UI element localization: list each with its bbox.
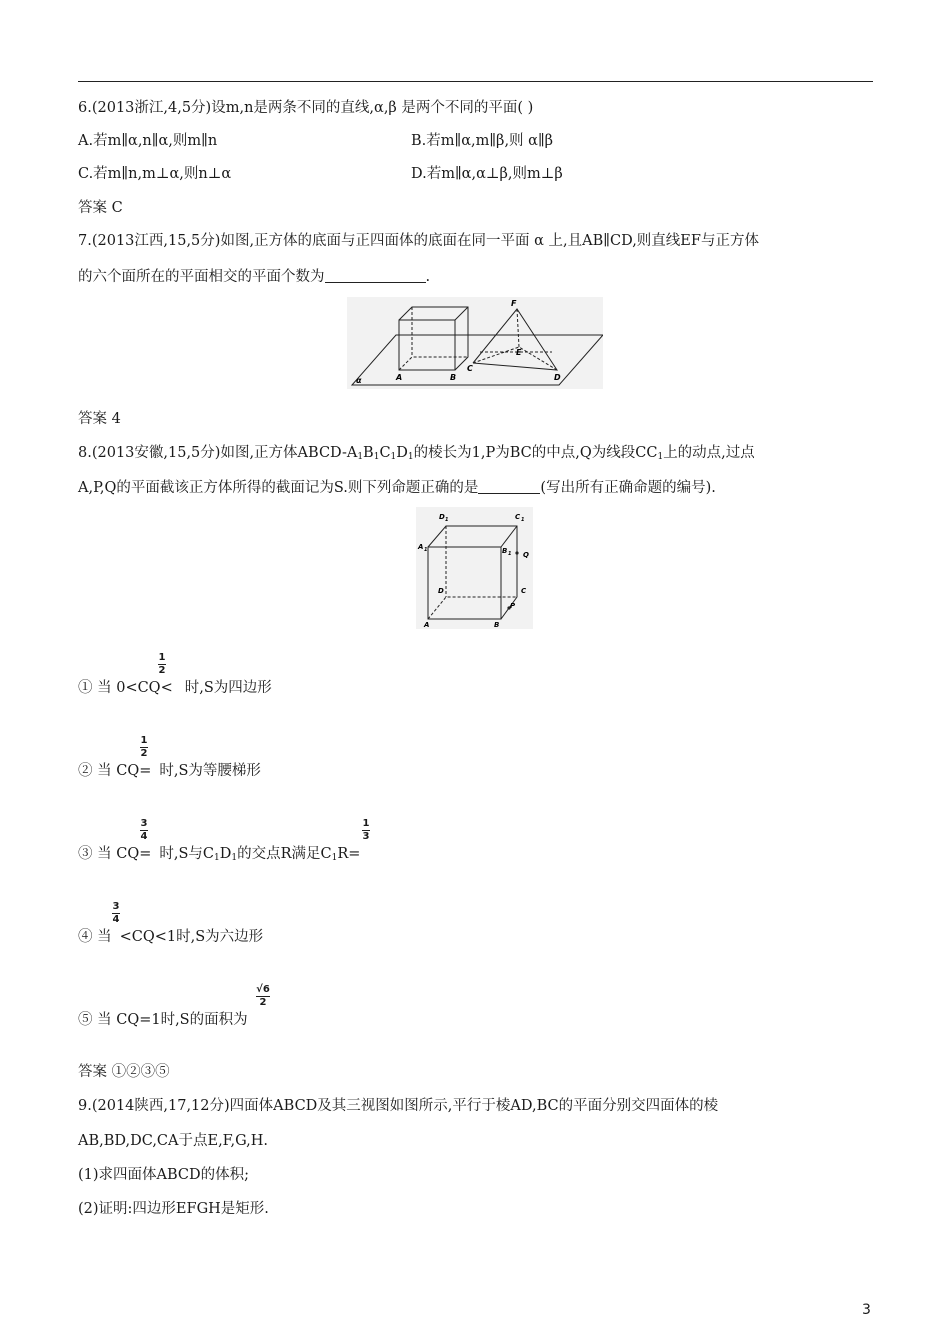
sub-one: 1 bbox=[521, 517, 525, 523]
q8-answer: 答案 ①②③⑤ bbox=[78, 1064, 170, 1080]
statement-2-pre: ② 当 CQ= bbox=[78, 763, 152, 779]
sub-one: 1 bbox=[424, 547, 428, 553]
fraction-sqrt6-half bbox=[256, 984, 270, 1009]
fraction-den: 2 bbox=[259, 997, 267, 1008]
statement-3-mid4: R= bbox=[337, 846, 361, 862]
sub-one: 1 bbox=[445, 517, 449, 523]
header-rule bbox=[78, 81, 873, 82]
q7-answer-blank bbox=[325, 268, 426, 283]
label-e: E bbox=[516, 348, 522, 357]
label-f: F bbox=[511, 299, 517, 308]
fraction-num: 3 bbox=[140, 818, 148, 829]
statement-1-pre: ① 当 0<CQ< bbox=[78, 680, 173, 696]
label-d: D bbox=[554, 373, 561, 382]
statement-1-post: 时,S为四边形 bbox=[184, 680, 272, 696]
statement-2 bbox=[78, 761, 261, 781]
statement-3 bbox=[78, 844, 360, 868]
fraction-den: 4 bbox=[140, 831, 148, 842]
statement-5-pre: ⑤ 当 CQ=1时,S的面积为 bbox=[78, 1012, 248, 1028]
statement-3-mid3: 的交点R满足C bbox=[237, 846, 332, 862]
label-b: B bbox=[450, 373, 457, 382]
fraction-num: 1 bbox=[140, 735, 148, 746]
q8-stem-part-e: (写出所有正确命题的编号). bbox=[540, 480, 716, 496]
label-d1: D bbox=[439, 513, 445, 521]
fraction-den: 4 bbox=[112, 914, 120, 925]
label-q: Q bbox=[523, 551, 529, 559]
sub: 1 bbox=[390, 452, 397, 462]
statement-1 bbox=[78, 678, 272, 698]
q6-option-d: D.若m∥α,α⊥β,则m⊥β bbox=[411, 166, 563, 182]
sub: 1 bbox=[657, 452, 664, 462]
q7-stem-text: 的六个面所在的平面相交的平面个数为 bbox=[78, 269, 325, 285]
label-a: A bbox=[424, 621, 430, 629]
cube-diagram bbox=[416, 507, 533, 629]
fraction-num: 1 bbox=[158, 652, 166, 663]
fraction-den: 2 bbox=[140, 748, 148, 759]
q8-stem-part-a: 8.(2013安徽,15,5分)如图,正方体ABCD-A bbox=[78, 445, 358, 461]
statement-4-pre: ④ 当 bbox=[78, 929, 112, 945]
label-c: C bbox=[521, 587, 527, 595]
fraction-num: √6 bbox=[256, 984, 270, 995]
label-b: B bbox=[494, 621, 500, 629]
statement-4 bbox=[78, 927, 263, 947]
q7-answer: 答案 4 bbox=[78, 411, 121, 427]
fraction-three-quarters bbox=[140, 818, 148, 843]
q8-answer-blank bbox=[478, 479, 540, 494]
statement-4-post: <CQ<1时,S为六边形 bbox=[119, 929, 264, 945]
label-a1: A bbox=[418, 543, 424, 551]
sub: 1 bbox=[331, 853, 338, 863]
label-c: C bbox=[467, 364, 473, 373]
statement-2-post: 时,S为等腰梯形 bbox=[159, 763, 261, 779]
fraction-den: 3 bbox=[362, 831, 370, 842]
statement-3-mid: 时,S与C bbox=[159, 846, 214, 862]
q7-stem-end: . bbox=[425, 269, 431, 285]
q6-stem: 6.(2013浙江,4,5分)设m,n是两条不同的直线,α,β 是两个不同的平面( ) bbox=[78, 100, 534, 116]
page-number: 3 bbox=[862, 1302, 871, 1318]
fraction-half bbox=[158, 652, 166, 677]
label-c1: C bbox=[515, 513, 521, 521]
statement-3-mid2: D bbox=[219, 846, 232, 862]
sub: 1 bbox=[407, 452, 414, 462]
q9-part2: (2)证明:四边形EFGH是矩形. bbox=[78, 1201, 269, 1217]
sub: 1 bbox=[357, 452, 364, 462]
fraction-den: 2 bbox=[158, 665, 166, 676]
label-alpha: α bbox=[356, 376, 362, 385]
statement-3-pre: ③ 当 CQ= bbox=[78, 846, 152, 862]
fraction-num: 1 bbox=[362, 818, 370, 829]
statement-5 bbox=[78, 1010, 248, 1030]
q9-stem-line2: AB,BD,DC,CA于点E,F,G,H. bbox=[78, 1133, 269, 1149]
q6-answer: 答案 C bbox=[78, 200, 123, 216]
q8-stem-part-b: 的棱长为1,P为BC的中点,Q为线段CC bbox=[413, 445, 658, 461]
q9-stem-line1: 9.(2014陕西,17,12分)四面体ABCD及其三视图如图所示,平行于棱AD,BC的平面分别交四面体的棱 bbox=[78, 1098, 719, 1114]
label-a: A bbox=[396, 373, 403, 382]
q7-stem-line1: 7.(2013江西,15,5分)如图,正方体的底面与正四面体的底面在同一平面 α 上,且AB∥CD,则直线EF与正方体 bbox=[78, 233, 759, 249]
label-p: P bbox=[510, 602, 516, 610]
q8-figure bbox=[416, 507, 533, 629]
cube-tetrahedron-diagram bbox=[347, 297, 603, 389]
sub: 1 bbox=[214, 853, 220, 863]
q8-stem-line1: 8.(2013安徽,15,5分)如图,正方体ABCD-$A_1B_1C_1D_1$的棱长为1,P为BC的中点,Q为线段$CC_1$上的动点,过点 bbox=[78, 445, 755, 462]
label-b1: B bbox=[502, 547, 508, 555]
q6-option-c: C.若m∥n,m⊥α,则n⊥α bbox=[78, 166, 232, 182]
fraction-num: 3 bbox=[112, 901, 120, 912]
q8-stem-part-d: A,P,Q的平面截该正方体所得的截面记为S.则下列命题正确的是 bbox=[78, 480, 479, 496]
q7-stem-line2 bbox=[78, 267, 430, 287]
sub-one: 1 bbox=[508, 551, 512, 557]
fraction-half bbox=[140, 735, 148, 760]
q6-option-a: A.若m∥α,n∥α,则m∥n bbox=[78, 133, 218, 149]
sub: 1 bbox=[373, 452, 380, 462]
sub: 1 bbox=[231, 853, 238, 863]
fraction-three-quarters bbox=[112, 901, 120, 926]
label-d: D bbox=[438, 587, 444, 595]
q7-figure bbox=[347, 297, 603, 389]
q6-option-b: B.若m∥α,m∥β,则 α∥β bbox=[411, 133, 554, 149]
q8-stem-line2 bbox=[78, 478, 716, 498]
q9-part1: (1)求四面体ABCD的体积; bbox=[78, 1167, 250, 1183]
fraction-third bbox=[362, 818, 370, 843]
q8-stem-part-c: 上的动点,过点 bbox=[663, 445, 755, 461]
